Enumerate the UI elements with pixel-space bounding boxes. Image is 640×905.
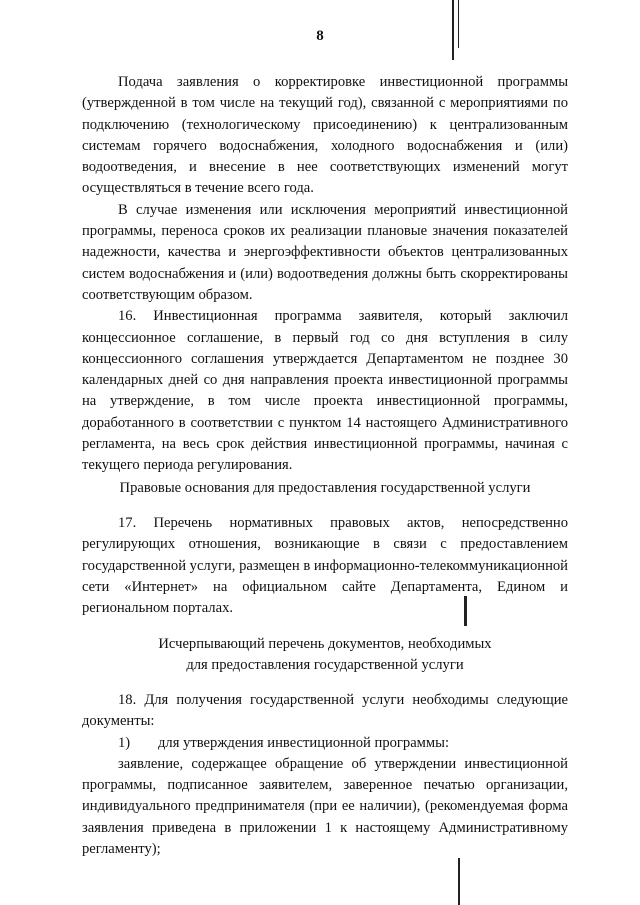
list-item-1 — [82, 733, 568, 754]
paragraph-16: 16. Инвестиционная программа заявителя, который заключил концессионное соглашение, в первый год со дня вступления в силу концессионного соглашения утверждается Департаментом не позднее 30 календарных дней со дня направления проекта инвестиционной программы на утверждение, в том числе проекта инвестиционной программы, доработанного в соответствии с пунктом 14 настоящего Административного регламента, на весь срок действия инвестиционной программы, начиная с текущего периода регулирования. — [82, 308, 568, 474]
paragraph-17: 17. Перечень нормативных правовых актов, непосредственно регулирующих отношения, возникающие в связи с предоставлением государственной услуги, размещен в информационно-телекоммуникационной сети «Интернет» на официальном сайте Департамента, Едином и региональном порталах. — [82, 515, 568, 617]
list-item-text: для утверждения инвестиционной программы: — [158, 734, 450, 751]
text-block-top — [82, 72, 568, 477]
paragraph-application: заявление, содержащее обращение об утверждении инвестиционной программы, подписанное заявителем, заверенное печатью организации, индивидуального предпринимателя (при ее наличии), (рекомендуемая форма заявления приведена в приложении 1 к настоящему Административному регламенту); — [82, 755, 568, 858]
scan-artifact-bottom — [458, 858, 460, 905]
paragraph-18: 18. Для получения государственной услуги необходимы следующие документы: — [82, 692, 568, 730]
page-number: 8 — [316, 28, 324, 44]
paragraph-corrections: Подача заявления о корректировке инвестиционной программы (утвержденной в том числе на текущий год), связанной с мероприятиями по подключению (технологическому присоединению) к централизованным системам горячего водоснабжения, холодного водоснабжения и (или) водоотведения, и внесение в нее соответствующих изменений могут осуществляться в течение всего года. — [82, 74, 568, 197]
text-block-legal — [82, 513, 568, 619]
section-heading-legal-basis: Правовые основания для предоставления государственной услуги — [119, 480, 531, 496]
heading-line-1: Исчерпывающий перечень документов, необходимых — [158, 636, 492, 652]
text-block-documents — [82, 690, 568, 860]
heading-line-2: для предоставления государственной услуги — [186, 657, 464, 674]
section-heading-documents — [82, 634, 568, 677]
list-item-number: 1) — [118, 734, 131, 751]
paragraph-changes: В случае изменения или исключения мероприятий инвестиционной программы, переноса сроков их реализации плановые значения показателей надежности, качества и энергоэффективности объектов централизованных систем водоснабжения и (или) водоотведения должны быть скорректированы соответствующим образом. — [82, 201, 568, 303]
